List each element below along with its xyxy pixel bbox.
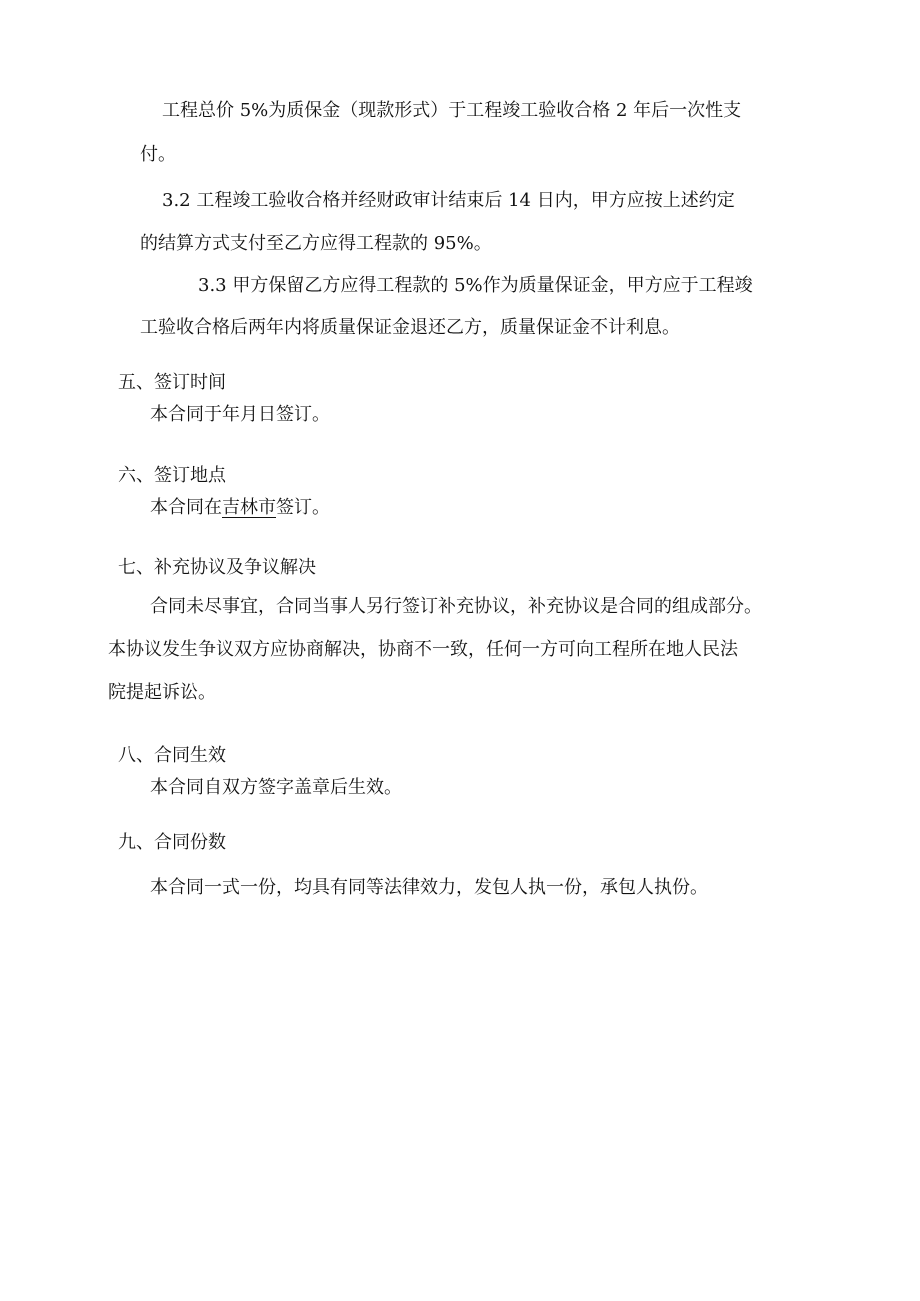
section-6-heading: 六、签订地点: [118, 465, 226, 486]
clause-3-2-line1: 3.2 工程竣工验收合格并经财政审计结束后 14 日内，甲方应按上述约定: [162, 190, 735, 211]
section-7-line1: 合同未尽事宜，合同当事人另行签订补充协议，补充协议是合同的组成部分。: [150, 596, 762, 617]
signing-city: 吉林市: [222, 497, 276, 518]
section-9-heading: 九、合同份数: [118, 832, 226, 853]
section-7-heading: 七、补充协议及争议解决: [118, 557, 316, 578]
section-7-line3: 院提起诉讼。: [108, 682, 216, 703]
section-9-body: 本合同一式一份，均具有同等法律效力，发包人执一份，承包人执份。: [150, 877, 708, 898]
payment-p1-line1: 工程总价 5%为质保金（现款形式）于工程竣工验收合格 2 年后一次性支: [162, 100, 742, 121]
clause-3-2-line2: 的结算方式支付至乙方应得工程款的 95%。: [140, 233, 492, 254]
section-6-body-prefix: 本合同在: [150, 497, 222, 518]
section-7-line2: 本协议发生争议双方应协商解决，协商不一致，任何一方可向工程所在地人民法: [108, 639, 738, 660]
section-5-heading: 五、签订时间: [118, 372, 226, 393]
section-8-body: 本合同自双方签字盖章后生效。: [150, 777, 402, 798]
section-8-heading: 八、合同生效: [118, 745, 226, 766]
clause-3-3-line1: 3.3 甲方保留乙方应得工程款的 5%作为质量保证金，甲方应于工程竣: [198, 275, 753, 296]
clause-3-3-line2: 工验收合格后两年内将质量保证金退还乙方，质量保证金不计利息。: [140, 317, 680, 338]
section-6-body-suffix: 签订。: [276, 497, 330, 518]
payment-p1-line2: 付。: [140, 144, 176, 165]
section-5-body: 本合同于年月日签订。: [150, 404, 330, 425]
section-6-body: [150, 495, 330, 521]
